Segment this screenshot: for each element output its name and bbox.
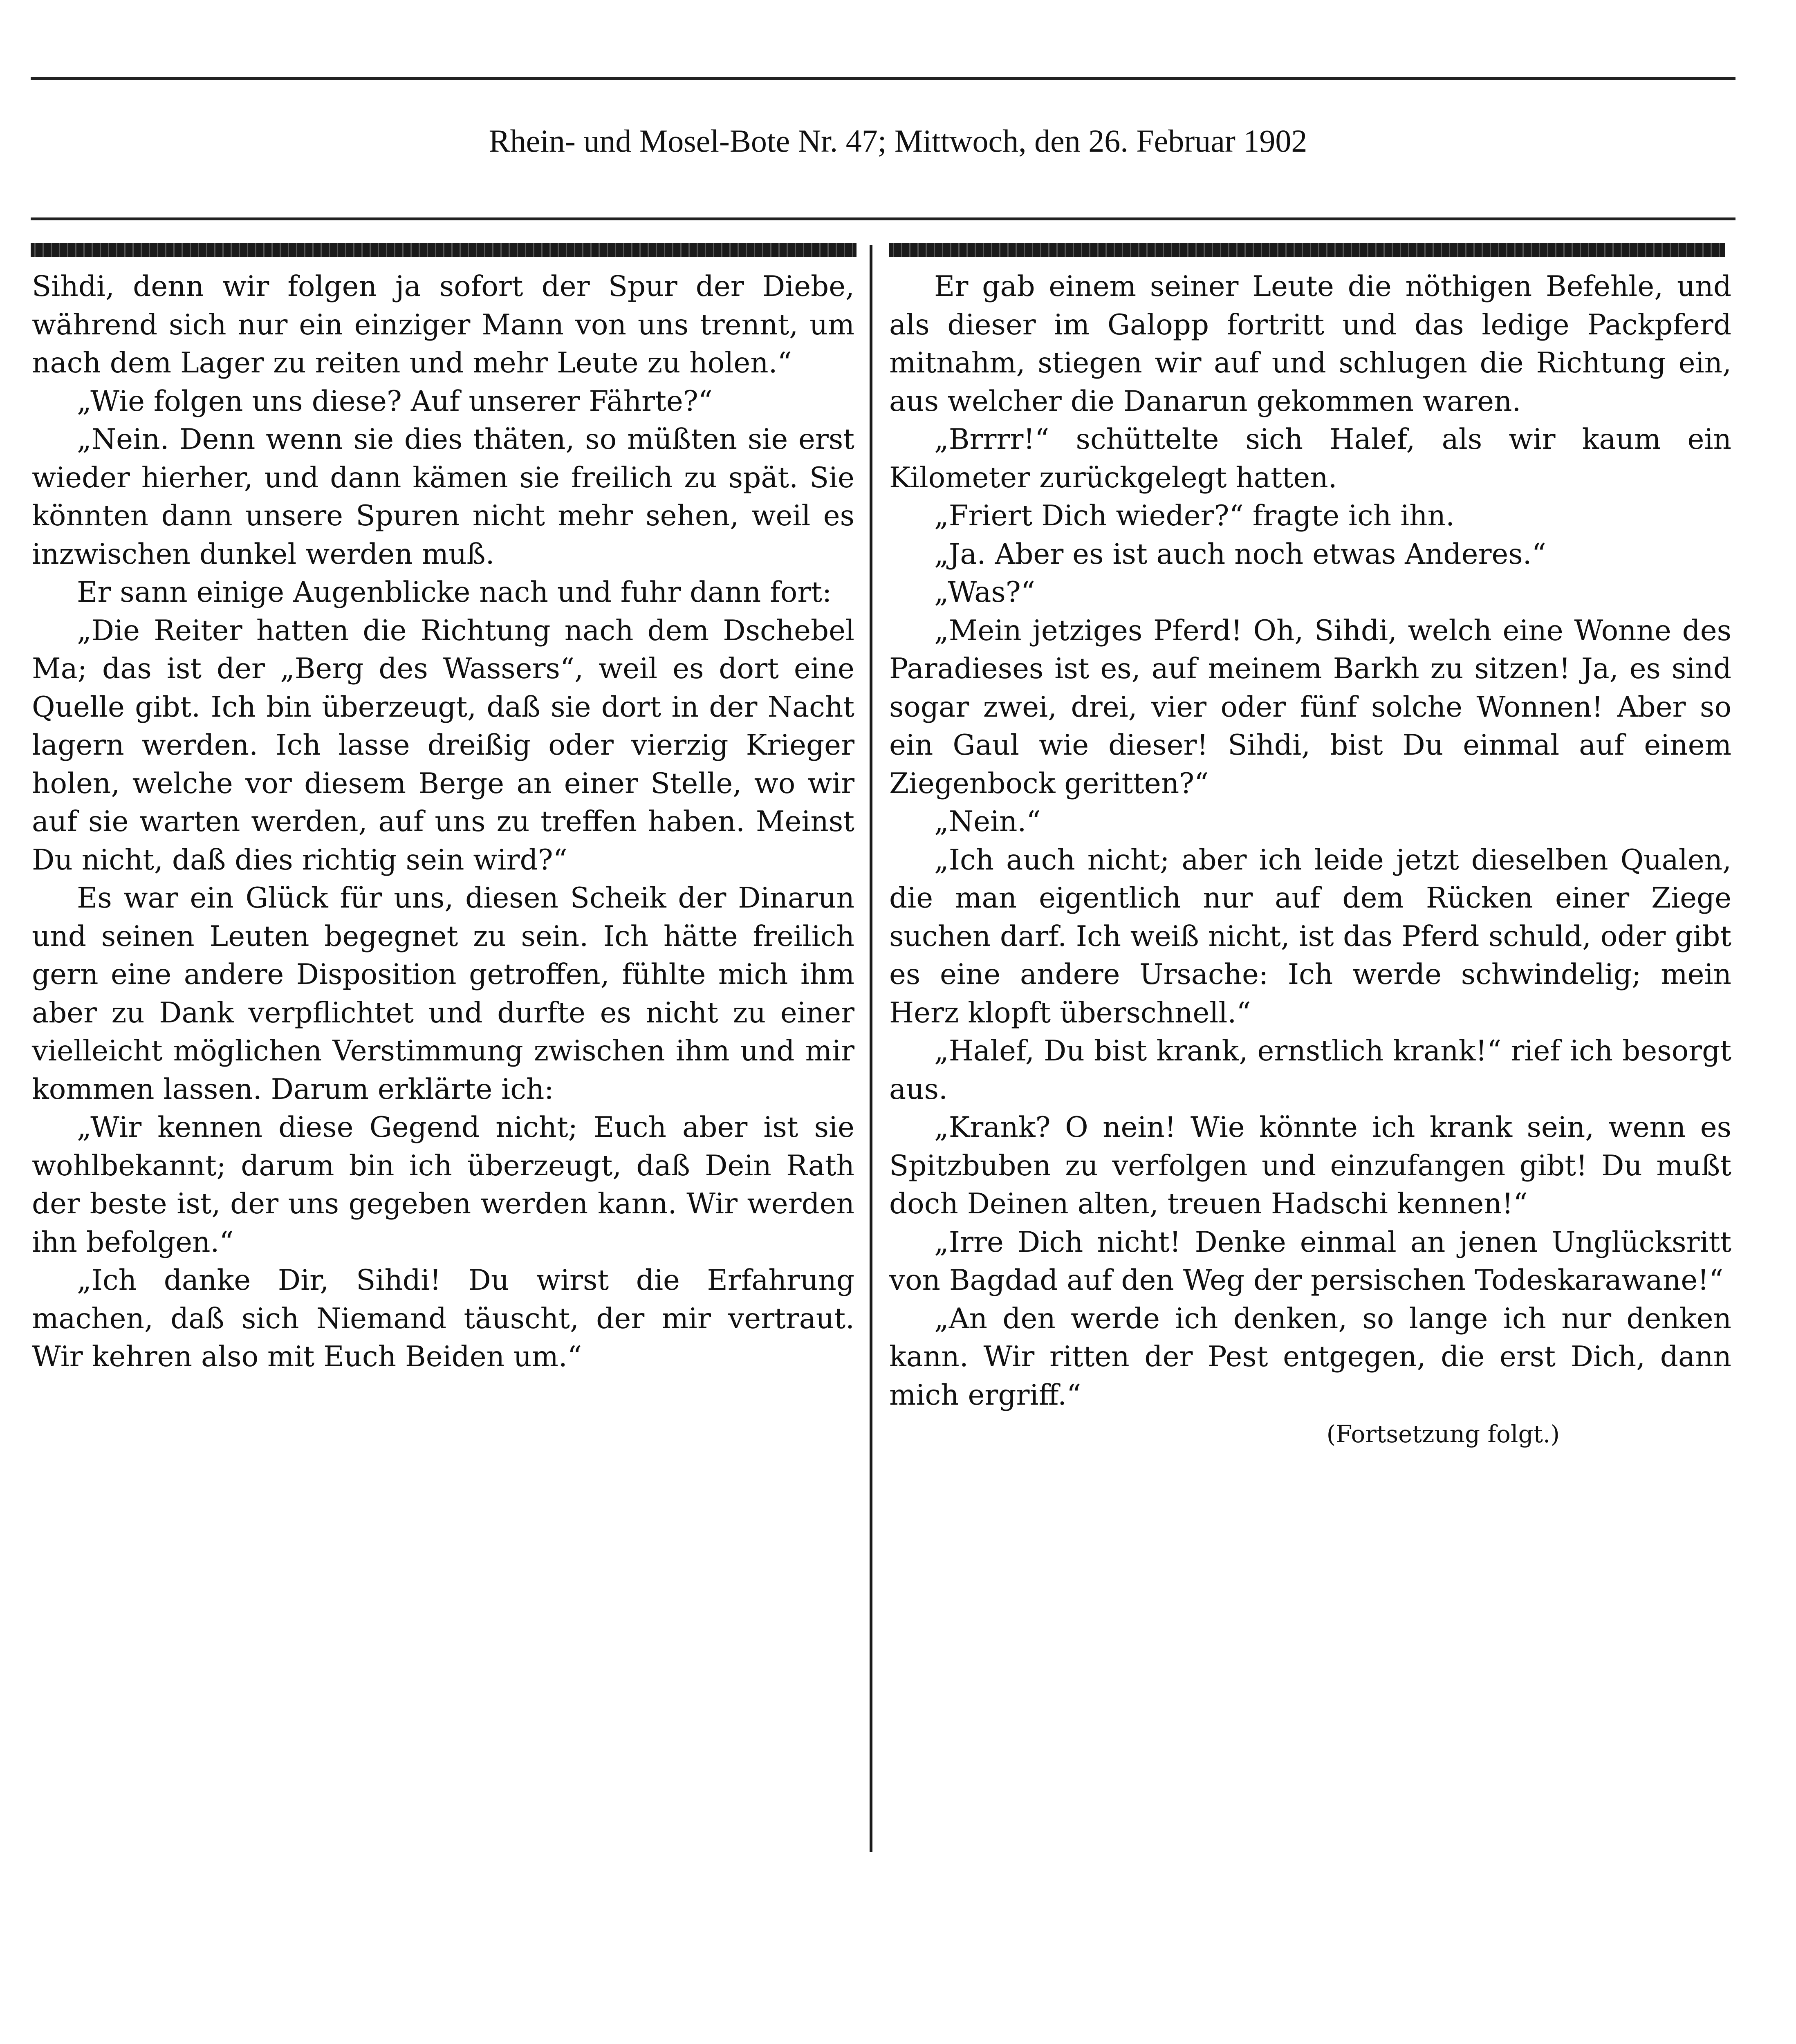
paragraph: „Die Reiter hatten die Richtung nach dem Dschebel Ma; das ist der „Berg des Wassers“, weil es dort eine Quelle gibt. Ich bin überzeugt, daß sie dort in der Nacht lagern werden. Ich lasse dreißig oder vierzig Krieger holen, welche vor diesem Berge an einer Stelle, wo wir auf sie warten werden, auf uns zu treffen haben. Meinst Du nicht, daß dies richtig sein wird?“ (32, 614, 854, 876)
page-header: Rhein- und Mosel-Bote Nr. 47; Mittwoch, den 26. Februar 1902 (489, 123, 1307, 159)
paragraph: „Ich auch nicht; aber ich leide jetzt dieselben Qualen, die man eigentlich nur auf dem Rücken einer Ziege suchen darf. Ich weiß nicht, ist das Pferd schuld, oder gibt es eine andere Ursache: Ich werde schwindelig; mein Herz klopft überschnell.“ (889, 843, 1731, 1029)
paragraph: „Wie folgen uns diese? Auf unserer Fährte?“ (77, 385, 713, 418)
paragraph: „Irre Dich nicht! Denke einmal an jenen Unglücksritt von Bagdad auf den Weg der persischen Todeskarawane!“ (889, 1226, 1731, 1297)
column-divider (870, 245, 872, 1852)
column-top-band-left (31, 243, 857, 257)
paragraph: „Nein. Denn wenn sie dies thäten, so müßten sie erst wieder hierher, und dann kämen sie freilich zu spät. Sie könnten dann unsere Spuren nicht mehr sehen, weil es inzwischen dunkel werden muß. (32, 423, 854, 571)
paragraph: „Brrrr!“ schüttelte sich Halef, als wir kaum ein Kilometer zurückgelegt hatten. (889, 423, 1731, 494)
paragraph: „Nein.“ (934, 805, 1041, 838)
paragraph: „Was?“ (934, 576, 1036, 609)
paragraph: „Wir kennen diese Gegend nicht; Euch aber ist sie wohlbekannt; darum bin ich überzeugt, daß Dein Rath der beste ist, der uns gegeben werden kann. Wir werden ihn befolgen.“ (32, 1111, 854, 1259)
paragraph: „Mein jetziges Pferd! Oh, Sihdi, welch eine Wonne des Paradieses ist es, auf meinem Barkh zu sitzen! Ja, es sind sogar zwei, drei, vier oder fünf solche Wonnen! Aber so ein Gaul wie dieser! Sihdi, bist Du einmal auf einem Ziegenbock geritten?“ (889, 614, 1731, 800)
paragraph: Sihdi, denn wir folgen ja sofort der Spur der Diebe, während sich nur ein einziger Mann von uns trennt, um nach dem Lager zu reiten und mehr Leute zu holen.“ (32, 270, 854, 379)
text-column-left (32, 268, 854, 1376)
paragraph: „An den werde ich denken, so lange ich nur denken kann. Wir ritten der Pest entgegen, die erst Dich, dann mich ergriff.“ (889, 1302, 1731, 1412)
paragraph: Es war ein Glück für uns, diesen Scheik der Dinarun und seinen Leuten begegnet zu sein. Ich hätte freilich gern eine andere Disposition getroffen, fühlte mich ihm aber zu Dank verpflichtet und durfte es nicht zu einer vielleicht möglichen Verstimmung zwischen ihm und mir kommen lassen. Darum erklärte ich: (32, 882, 854, 1106)
text-column-right (889, 268, 1731, 1454)
header-rule (31, 217, 1735, 220)
paragraph: Er gab einem seiner Leute die nöthigen Befehle, und als dieser im Galopp fortritt und das ledige Packpferd mitnahm, stiegen wir auf und schlugen die Richtung ein, aus welcher die Danarun gekommen waren. (889, 270, 1731, 418)
paragraph: „Halef, Du bist krank, ernstlich krank!“ rief ich besorgt aus. (889, 1035, 1731, 1106)
paragraph: „Friert Dich wieder?“ fragte ich ihn. (934, 500, 1455, 532)
paragraph: „Ich danke Dir, Sihdi! Du wirst die Erfahrung machen, daß sich Niemand täuscht, der mir vertraut. Wir kehren also mit Euch Beiden um.“ (32, 1264, 854, 1373)
paragraph: Er sann einige Augenblicke nach und fuhr dann fort: (77, 576, 832, 609)
continuation-note: (Fortsetzung folgt.) (1326, 1420, 1560, 1448)
paragraph: „Krank? O nein! Wie könnte ich krank sein, wenn es Spitzbuben zu verfolgen und einzufangen gibt! Du mußt doch Deinen alten, treuen Hadschi kennen!“ (889, 1111, 1731, 1220)
top-rule (31, 77, 1735, 80)
column-top-band-right (889, 243, 1725, 257)
paragraph: „Ja. Aber es ist auch noch etwas Anderes.“ (934, 538, 1546, 571)
